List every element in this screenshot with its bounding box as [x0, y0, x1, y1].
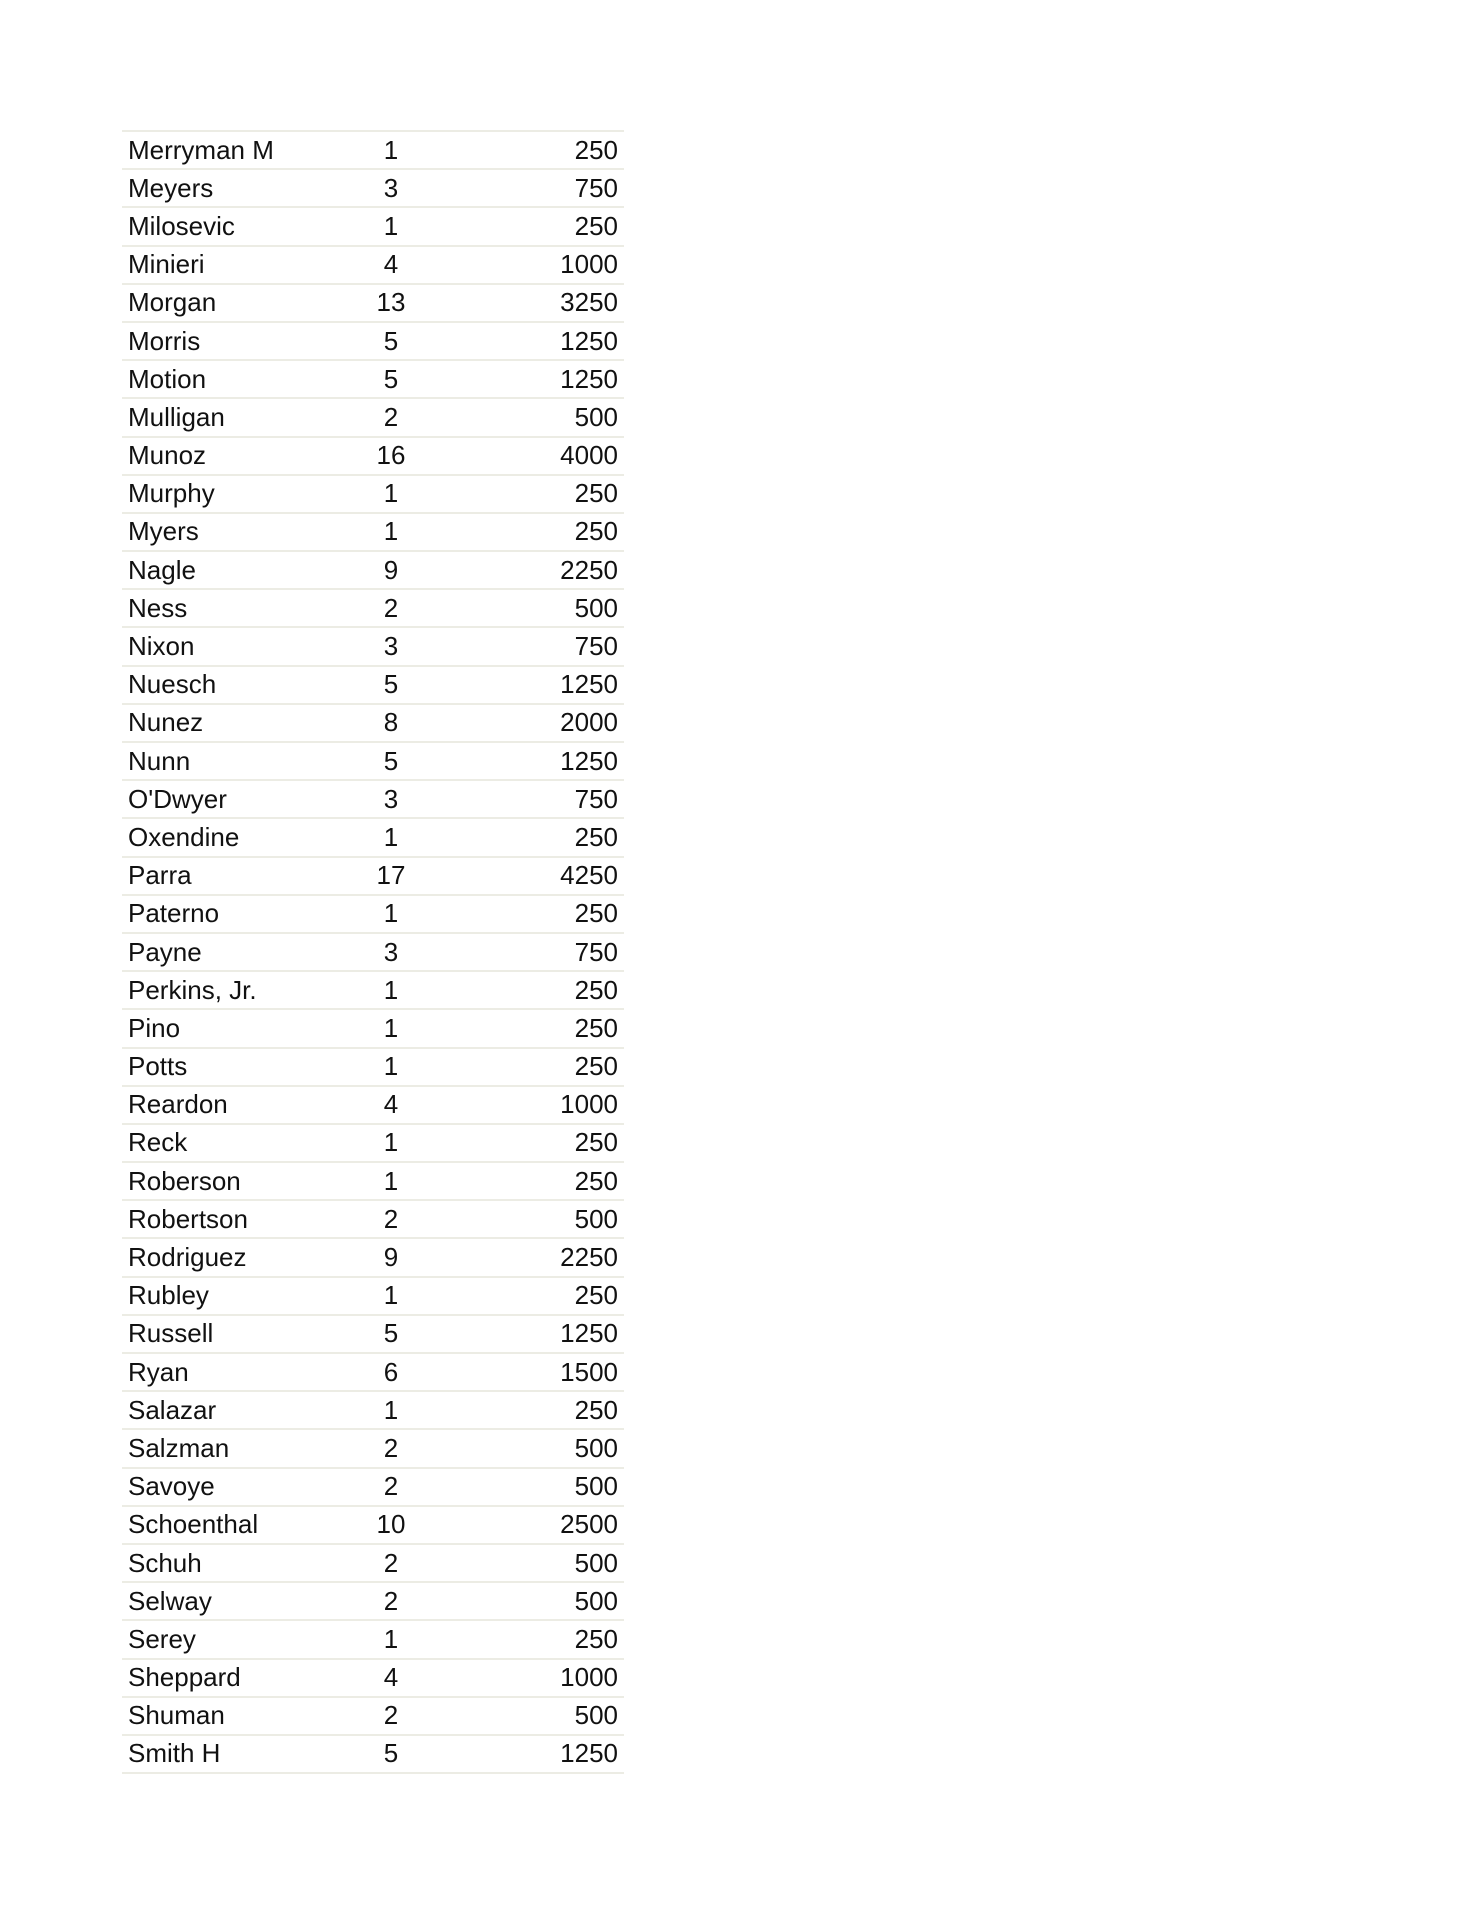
name-cell: Ness — [128, 592, 188, 623]
name-cell: Nagle — [128, 554, 196, 585]
name-cell: Reck — [128, 1127, 188, 1158]
table-row — [122, 1430, 624, 1468]
count-cell: 1 — [383, 516, 399, 547]
count-cell: 5 — [383, 669, 399, 700]
name-cell: Schuh — [128, 1547, 202, 1578]
count-cell: 8 — [383, 707, 399, 738]
table-row — [122, 476, 624, 514]
amount-cell: 1250 — [560, 325, 618, 356]
table-row — [122, 1469, 624, 1507]
amount-cell: 4250 — [560, 860, 618, 891]
name-cell: Paterno — [128, 898, 220, 929]
amount-cell: 750 — [574, 172, 618, 203]
table-row — [122, 972, 624, 1010]
name-cell: Russell — [128, 1318, 214, 1349]
table-row — [122, 247, 624, 285]
name-cell: Rodriguez — [128, 1242, 247, 1273]
table-row — [122, 438, 624, 476]
amount-cell: 1250 — [560, 745, 618, 776]
table-row — [122, 1507, 624, 1545]
name-cell: Payne — [128, 936, 202, 967]
table-row — [122, 208, 624, 246]
table-row — [122, 1583, 624, 1621]
count-cell: 3 — [383, 936, 399, 967]
table-row — [122, 361, 624, 399]
amount-cell: 1250 — [560, 669, 618, 700]
count-cell: 13 — [376, 287, 406, 318]
name-cell: Pino — [128, 1012, 181, 1043]
name-cell: Munoz — [128, 440, 207, 471]
name-cell: Nunn — [128, 745, 191, 776]
name-cell: Motion — [128, 363, 207, 394]
name-cell: Schoenthal — [128, 1509, 259, 1540]
amount-cell: 250 — [574, 974, 618, 1005]
name-cell: O'Dwyer — [128, 783, 227, 814]
count-cell: 9 — [383, 554, 399, 585]
count-cell: 1 — [383, 1623, 399, 1654]
table-row — [122, 896, 624, 934]
amount-cell: 250 — [574, 134, 618, 165]
amount-cell: 4000 — [560, 440, 618, 471]
table-row — [122, 1201, 624, 1239]
table-row — [122, 743, 624, 781]
amount-cell: 750 — [574, 631, 618, 662]
amount-cell: 500 — [574, 1700, 618, 1731]
amount-cell: 250 — [574, 1394, 618, 1425]
amount-cell: 250 — [574, 1051, 618, 1082]
count-cell: 1 — [383, 974, 399, 1005]
count-cell: 2 — [383, 592, 399, 623]
count-cell: 5 — [383, 363, 399, 394]
amount-cell: 500 — [574, 1203, 618, 1234]
amount-cell: 250 — [574, 210, 618, 241]
table-row — [122, 1087, 624, 1125]
count-cell: 5 — [383, 1318, 399, 1349]
table-row — [122, 858, 624, 896]
count-cell: 3 — [383, 631, 399, 662]
amount-cell: 1000 — [560, 1089, 618, 1120]
amount-cell: 1250 — [560, 1318, 618, 1349]
count-cell: 4 — [383, 1089, 399, 1120]
name-cell: Mulligan — [128, 401, 225, 432]
table-row — [122, 1316, 624, 1354]
count-cell: 3 — [383, 783, 399, 814]
count-cell: 5 — [383, 745, 399, 776]
amount-cell: 250 — [574, 1623, 618, 1654]
count-cell: 2 — [383, 401, 399, 432]
count-cell: 1 — [383, 1165, 399, 1196]
table-row — [122, 628, 624, 666]
count-cell: 1 — [383, 1012, 399, 1043]
table-row — [122, 323, 624, 361]
count-cell: 2 — [383, 1203, 399, 1234]
amount-cell: 1000 — [560, 1662, 618, 1693]
amount-cell: 500 — [574, 401, 618, 432]
table-row — [122, 170, 624, 208]
count-cell: 2 — [383, 1700, 399, 1731]
amount-cell: 250 — [574, 1280, 618, 1311]
count-cell: 2 — [383, 1432, 399, 1463]
name-cell: Serey — [128, 1623, 196, 1654]
count-cell: 1 — [383, 1051, 399, 1082]
count-cell: 1 — [383, 1127, 399, 1158]
name-cell: Minieri — [128, 249, 205, 280]
count-cell: 2 — [383, 1547, 399, 1578]
table-row — [122, 1660, 624, 1698]
amount-cell: 250 — [574, 516, 618, 547]
table-row — [122, 1736, 624, 1774]
amount-cell: 1500 — [560, 1356, 618, 1387]
table-row — [122, 1545, 624, 1583]
amount-cell: 250 — [574, 1012, 618, 1043]
table-row — [122, 1698, 624, 1736]
name-cell: Potts — [128, 1051, 188, 1082]
name-cell: Milosevic — [128, 210, 235, 241]
table-row — [122, 1354, 624, 1392]
amount-cell: 250 — [574, 478, 618, 509]
name-cell: Rubley — [128, 1280, 209, 1311]
table-row — [122, 667, 624, 705]
name-cell: Sheppard — [128, 1662, 241, 1693]
count-cell: 17 — [376, 860, 406, 891]
name-cell: Perkins, Jr. — [128, 974, 257, 1005]
table-row — [122, 399, 624, 437]
table-row — [122, 781, 624, 819]
count-cell: 16 — [376, 440, 406, 471]
spreadsheet-table — [122, 130, 624, 1774]
count-cell: 5 — [383, 325, 399, 356]
table-row — [122, 1278, 624, 1316]
name-cell: Nixon — [128, 631, 195, 662]
name-cell: Meyers — [128, 172, 214, 203]
name-cell: Savoye — [128, 1471, 215, 1502]
count-cell: 10 — [376, 1509, 406, 1540]
amount-cell: 1250 — [560, 363, 618, 394]
count-cell: 1 — [383, 478, 399, 509]
amount-cell: 2250 — [560, 1242, 618, 1273]
name-cell: Nuesch — [128, 669, 217, 700]
amount-cell: 500 — [574, 1432, 618, 1463]
amount-cell: 750 — [574, 783, 618, 814]
amount-cell: 1250 — [560, 1738, 618, 1769]
name-cell: Smith H — [128, 1738, 221, 1769]
table-row — [122, 1239, 624, 1277]
count-cell: 2 — [383, 1585, 399, 1616]
name-cell: Roberson — [128, 1165, 241, 1196]
name-cell: Salazar — [128, 1394, 217, 1425]
table-row — [122, 132, 624, 170]
amount-cell: 1000 — [560, 249, 618, 280]
name-cell: Oxendine — [128, 821, 240, 852]
name-cell: Reardon — [128, 1089, 228, 1120]
name-cell: Nunez — [128, 707, 204, 738]
name-cell: Ryan — [128, 1356, 189, 1387]
name-cell: Selway — [128, 1585, 212, 1616]
amount-cell: 250 — [574, 898, 618, 929]
count-cell: 5 — [383, 1738, 399, 1769]
table-row — [122, 705, 624, 743]
amount-cell: 500 — [574, 1547, 618, 1578]
amount-cell: 750 — [574, 936, 618, 967]
amount-cell: 500 — [574, 592, 618, 623]
amount-cell: 250 — [574, 821, 618, 852]
count-cell: 2 — [383, 1471, 399, 1502]
table-row — [122, 1010, 624, 1048]
count-cell: 1 — [383, 1280, 399, 1311]
count-cell: 1 — [383, 898, 399, 929]
table-row — [122, 1049, 624, 1087]
count-cell: 6 — [383, 1356, 399, 1387]
count-cell: 1 — [383, 1394, 399, 1425]
amount-cell: 500 — [574, 1585, 618, 1616]
amount-cell: 2500 — [560, 1509, 618, 1540]
count-cell: 1 — [383, 134, 399, 165]
table-row — [122, 819, 624, 857]
table-row — [122, 552, 624, 590]
amount-cell: 2250 — [560, 554, 618, 585]
count-cell: 3 — [383, 172, 399, 203]
name-cell: Robertson — [128, 1203, 248, 1234]
count-cell: 4 — [383, 249, 399, 280]
table-row — [122, 1621, 624, 1659]
table-row — [122, 514, 624, 552]
name-cell: Myers — [128, 516, 199, 547]
table-row — [122, 1163, 624, 1201]
name-cell: Salzman — [128, 1432, 230, 1463]
amount-cell: 3250 — [560, 287, 618, 318]
table-row — [122, 1125, 624, 1163]
amount-cell: 250 — [574, 1127, 618, 1158]
count-cell: 9 — [383, 1242, 399, 1273]
name-cell: Murphy — [128, 478, 215, 509]
count-cell: 1 — [383, 210, 399, 241]
count-cell: 1 — [383, 821, 399, 852]
table-row — [122, 1392, 624, 1430]
table-row — [122, 285, 624, 323]
name-cell: Morris — [128, 325, 201, 356]
count-cell: 4 — [383, 1662, 399, 1693]
name-cell: Merryman M — [128, 134, 274, 165]
amount-cell: 2000 — [560, 707, 618, 738]
name-cell: Morgan — [128, 287, 217, 318]
amount-cell: 250 — [574, 1165, 618, 1196]
amount-cell: 500 — [574, 1471, 618, 1502]
table-row — [122, 590, 624, 628]
name-cell: Parra — [128, 860, 192, 891]
name-cell: Shuman — [128, 1700, 225, 1731]
table-row — [122, 934, 624, 972]
